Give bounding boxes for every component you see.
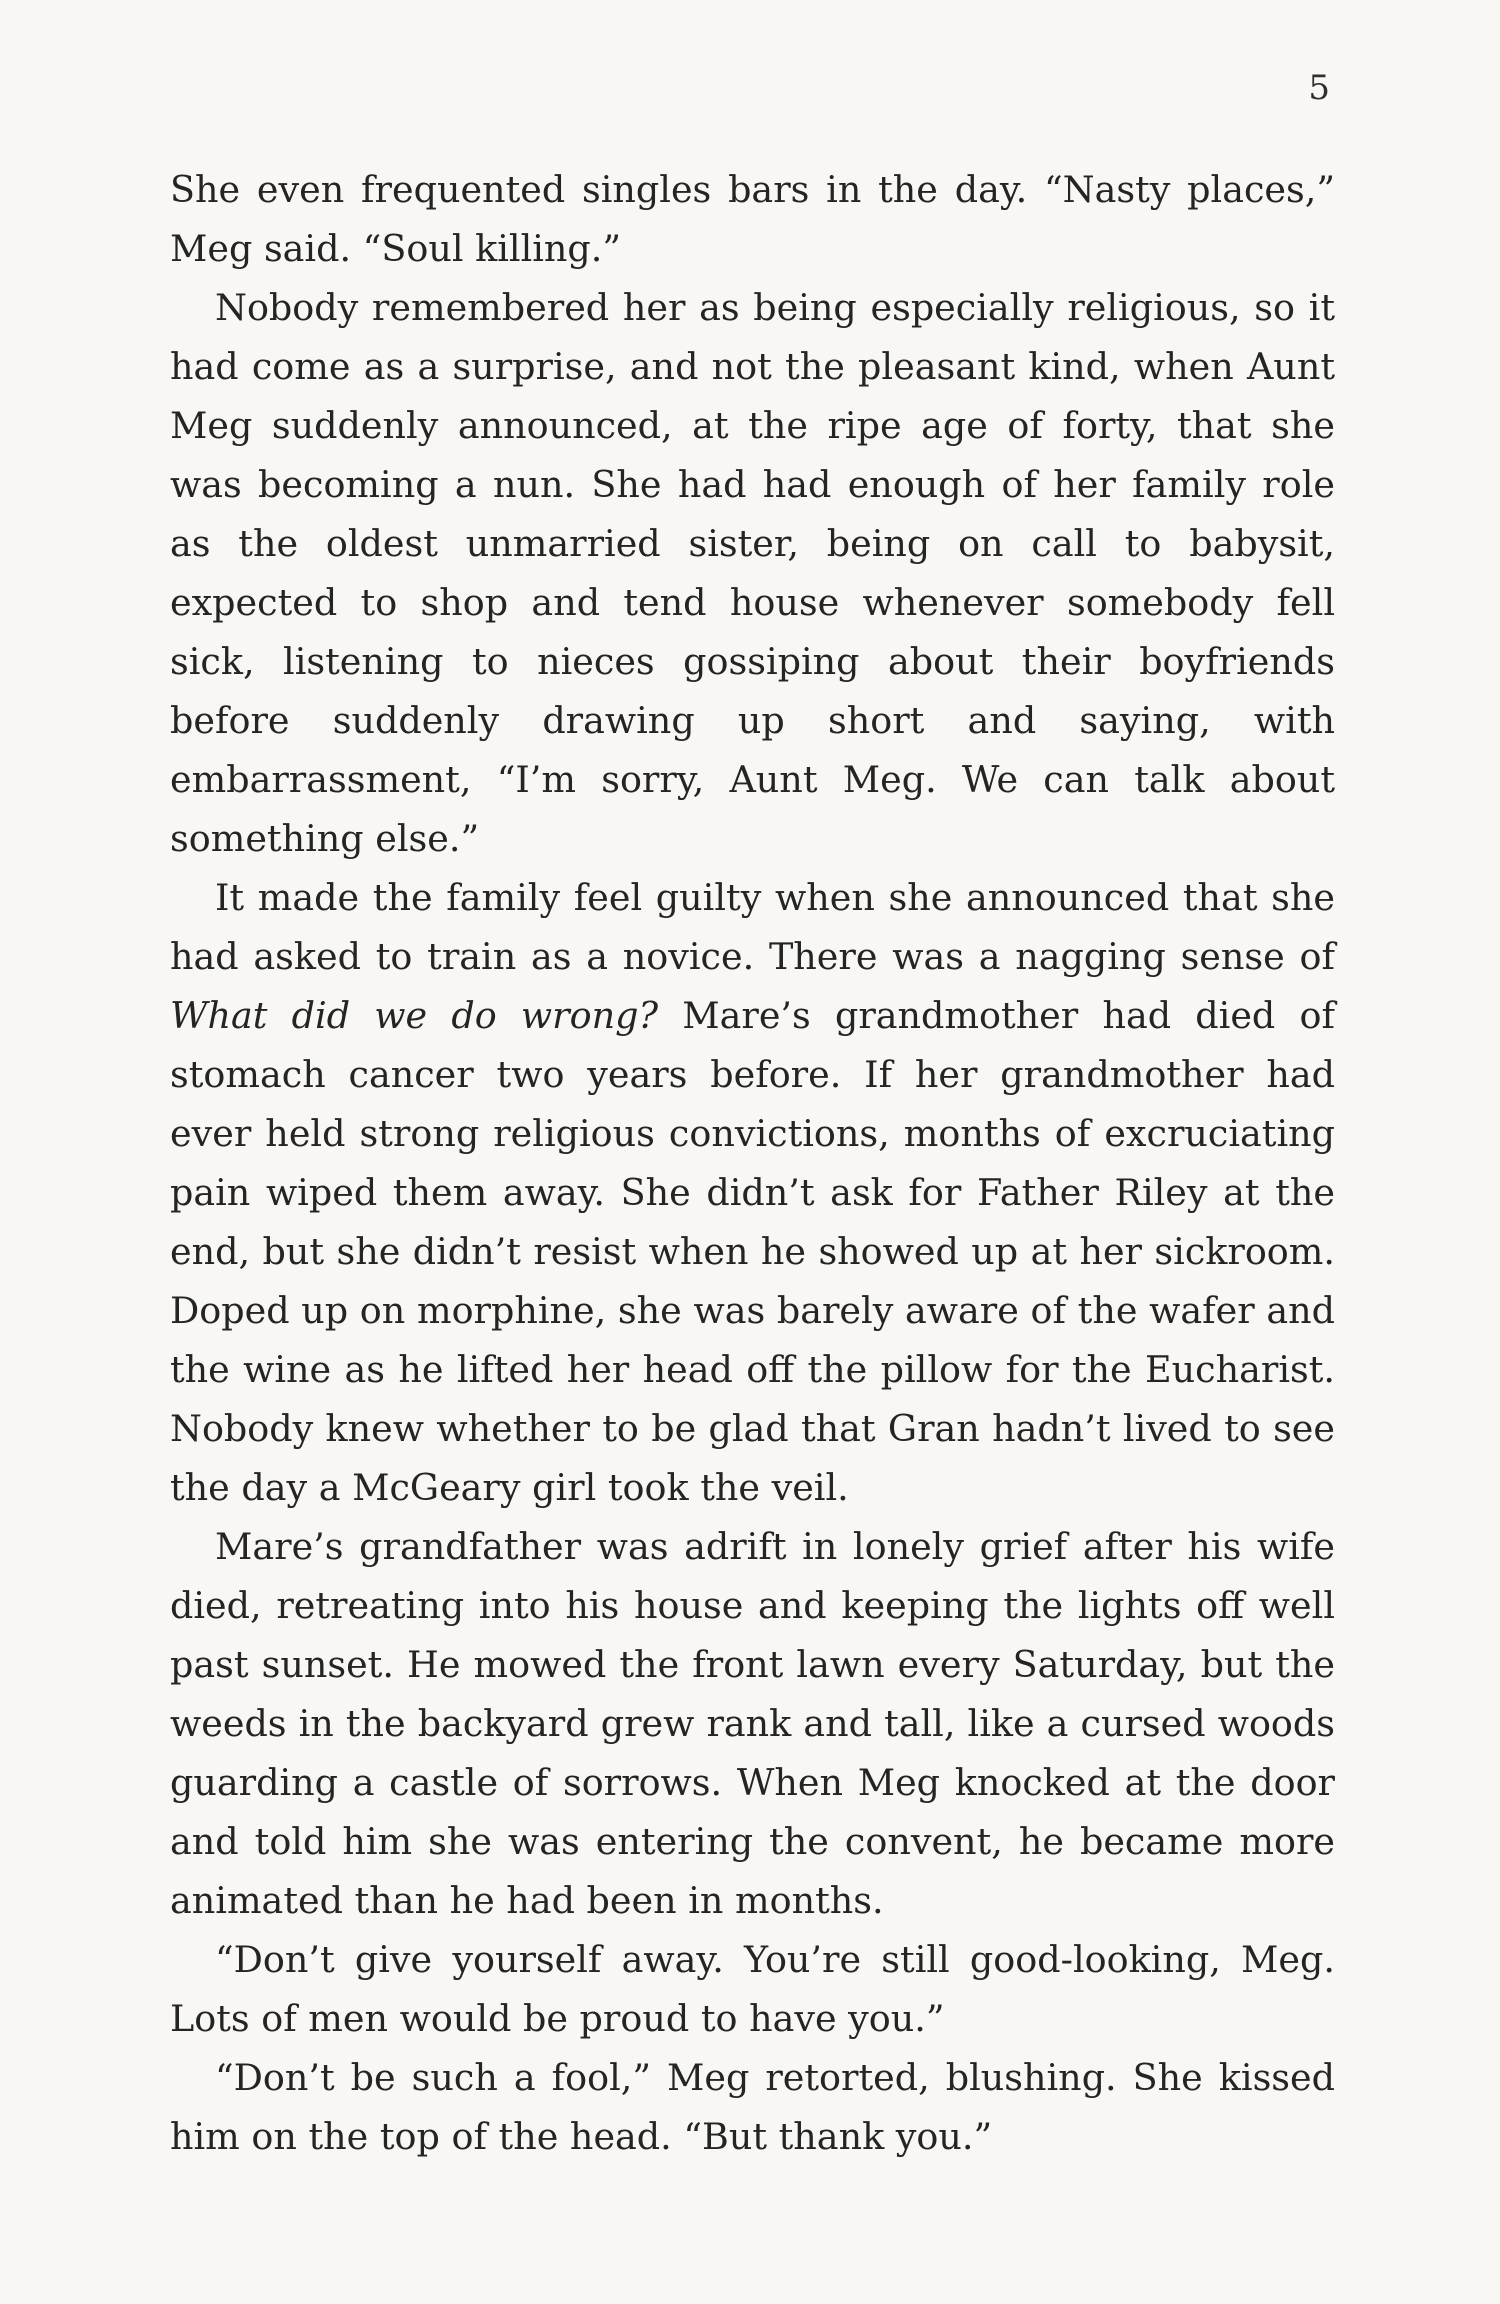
paragraph-1: She even frequented singles bars in the day. “Nasty places,” Meg said. “Soul killing.”	[170, 168, 1335, 270]
paragraph-3-part-1: It made the family feel guilty when she announced that she had asked to train as a novice. There was a nagging sense of	[170, 876, 1335, 978]
paragraph-3-part-2: Mare’s grandmother had died of stomach cancer two years before. If her grandmother had ever held strong religious convictions, months of excruciating pain wiped them away. She didn’t ask for Father Riley at the end, but she didn’t resist when he showed up at her sickroom. Doped up on morphine, she was barely aware of the wafer and the wine as he lifted her head off the pillow for the Eucharist. Nobody knew whether to be glad that Gran hadn’t lived to see the day a McGeary girl took the veil.	[170, 994, 1335, 1509]
page-number: 5	[1308, 68, 1330, 108]
paragraph-5: “Don’t give yourself away. You’re still good-looking, Meg. Lots of men would be proud to have you.”	[170, 1938, 1335, 2040]
body-text	[170, 160, 1335, 2166]
paragraph-3-italic: What did we do wrong?	[170, 994, 659, 1037]
paragraph-4: Mare’s grandfather was adrift in lonely grief after his wife died, retreating into his house and keeping the lights off well past sunset. He mowed the front lawn every Saturday, but the weeds in the backyard grew rank and tall, like a cursed woods guarding a castle of sorrows. When Meg knocked at the door and told him she was entering the convent, he became more animated than he had been in months.	[170, 1525, 1335, 1922]
paragraph-3	[170, 868, 1335, 1517]
paragraph-6: “Don’t be such a fool,” Meg retorted, blushing. She kissed him on the top of the head. “But thank you.”	[170, 2056, 1335, 2158]
paragraph-2: Nobody remembered her as being especially religious, so it had come as a surprise, and not the pleasant kind, when Aunt Meg suddenly announced, at the ripe age of forty, that she was becoming a nun. She had had enough of her family role as the oldest unmarried sister, being on call to babysit, expected to shop and tend house whenever somebody fell sick, listening to nieces gossiping about their boyfriends before suddenly drawing up short and saying, with embarrassment, “I’m sorry, Aunt Meg. We can talk about something else.”	[170, 286, 1335, 860]
